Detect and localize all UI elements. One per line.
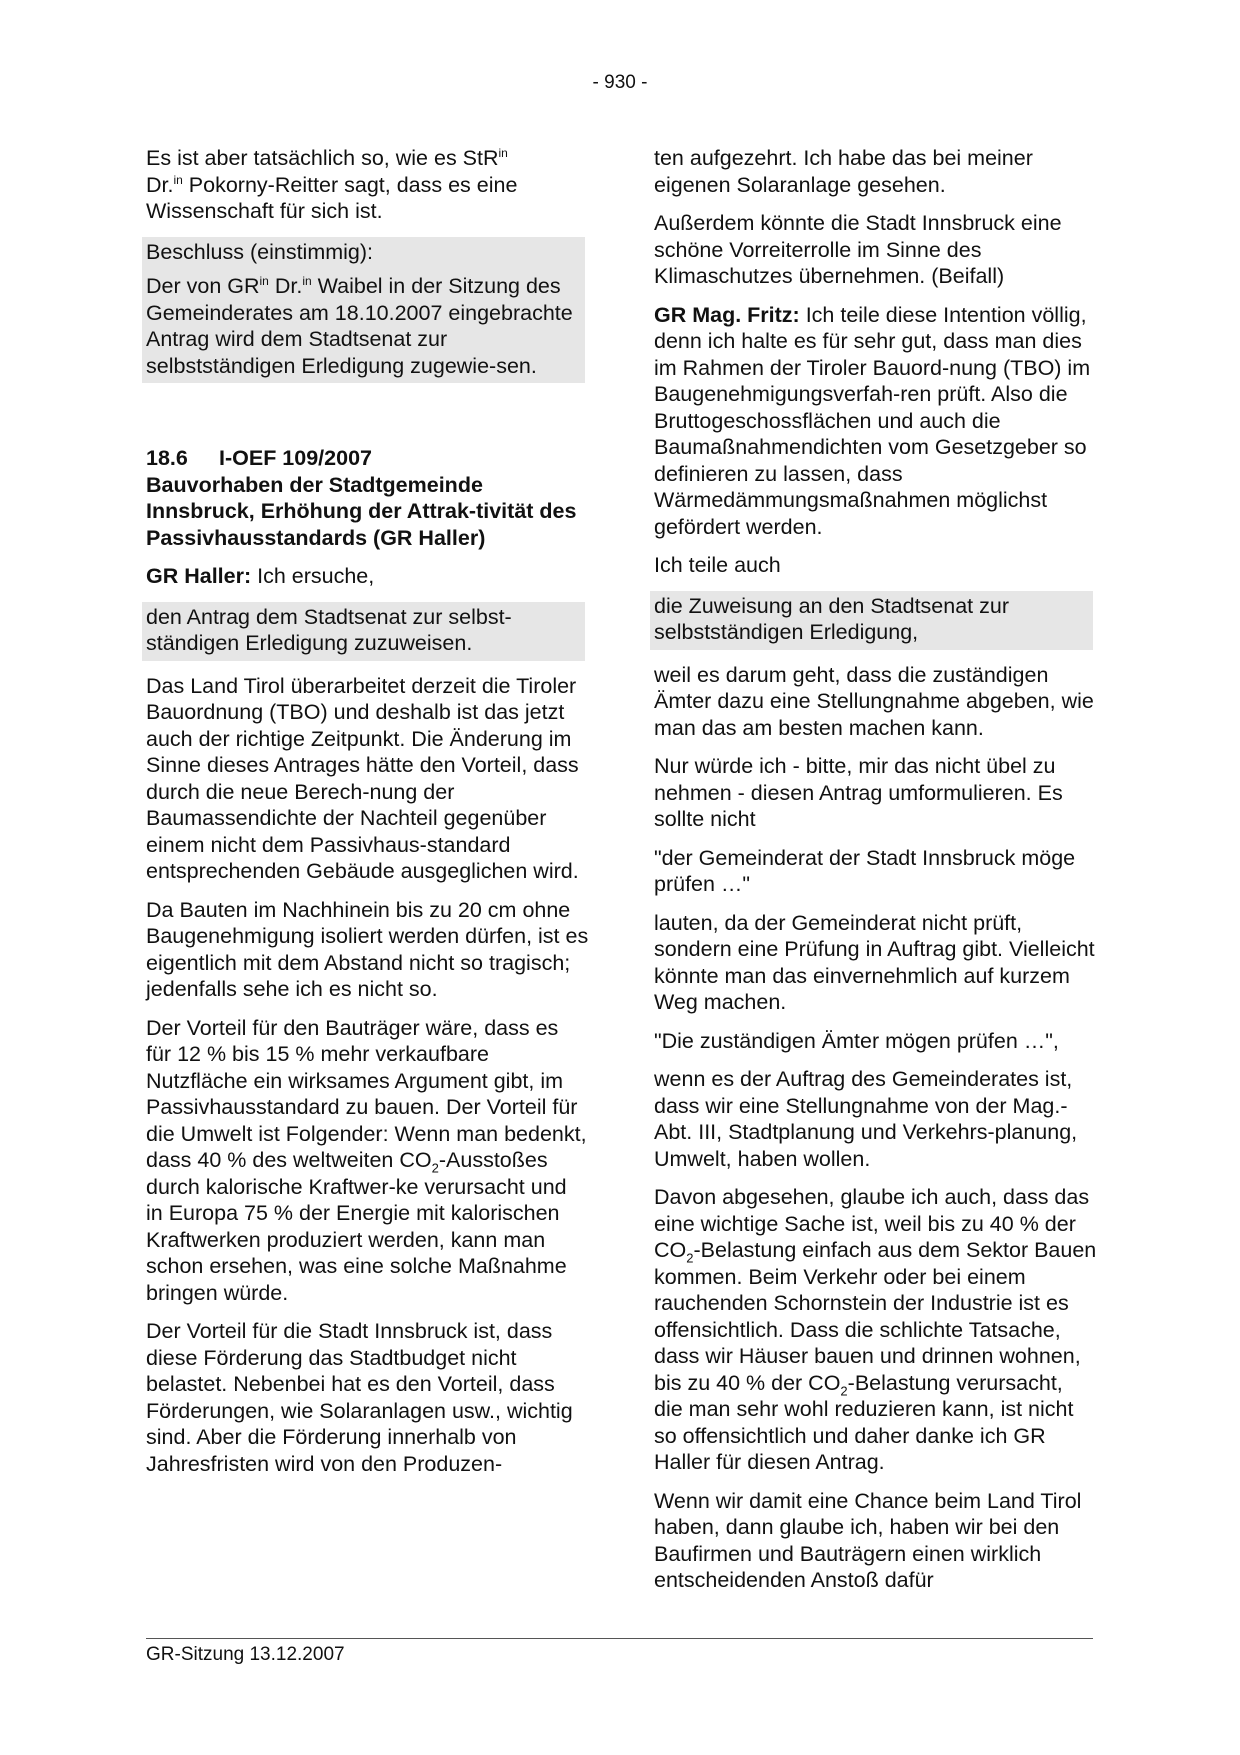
- paragraph-bauten: Da Bauten im Nachhinein bis zu 20 cm ohne Baugenehmigung isoliert werden dürfen, ist es eigentlich mit dem Abstand nicht so tragisch; jedenfalls sehe ich es nicht so.: [146, 897, 589, 1001]
- section-title: Bauvorhaben der Stadtgemeinde Innsbruck, Erhöhung der Attrak-tivität des Passivhausstandards (GR Haller): [146, 472, 577, 550]
- paragraph-wenn: wenn es der Auftrag des Gemeinderates ist, dass wir eine Stellungnahme von der Mag.-Abt. III, Stadtplanung und Verkehrs-planung, Umwelt, haben wollen.: [654, 1067, 1078, 1171]
- section-heading: [146, 445, 589, 472]
- resolution-label: Beschluss (einstimmig):: [146, 239, 373, 264]
- motion-text: den Antrag dem Stadtsenat zur selbst-ständigen Erledigung zuzuweisen.: [146, 604, 512, 655]
- quote-gemeinderat: "der Gemeinderat der Stadt Innsbruck möge prüfen …": [654, 845, 1076, 896]
- paragraph-teile: Ich teile auch: [654, 553, 781, 577]
- paragraph-continuation: ten aufgezehrt. Ich habe das bei meiner eigenen Solaranlage gesehen.: [654, 146, 1033, 197]
- left-column: [146, 145, 589, 1489]
- speaker-name: GR Mag. Fritz:: [654, 302, 800, 327]
- paragraph-davon: Davon abgesehen, glaube ich auch, dass das eine wichtige Sache ist, weil bis zu 40 % der $CO_2$-Belastung einfach aus dem Sektor Bauen kommen. Beim Verkehr oder bei einem rauchenden Schornstein der Industrie ist es offensichtlich. Dass die schlichte Tatsache, dass wir Häuser bauen und drinnen wohnen, bis zu 40 % der $CO_2$-Belastung verursacht, die man sehr wohl reduzieren kann, ist nicht so offensichtlich und daher danke ich GR Haller für diesen Antrag.: [654, 1185, 1097, 1474]
- right-column: [654, 145, 1097, 1606]
- paragraph-land: Das Land Tirol überarbeitet derzeit die Tiroler Bauordnung (TBO) und deshalb ist das jetzt auch der richtige Zeitpunkt. Die Änderung im Sinne dieses Antrages hätte den Vorteil, dass durch die neue Berech-nung der Baumassendichte der Nachteil gegenüber einem nicht dem Passivhaus-standard entsprechenden Gebäude ausgeglichen wird.: [146, 673, 579, 883]
- speaker-name: GR Haller:: [146, 564, 252, 588]
- section-code: I-OEF 109/2007: [219, 446, 372, 470]
- footer-divider: [146, 1638, 1093, 1639]
- paragraph-vorteil: Der Vorteil für den Bauträger wäre, dass es für 12 % bis 15 % mehr verkaufbare Nutzfläche ein wirksames Argument gibt, im Passivhausstandard zu bauen. Der Vorteil für die Umwelt ist Folgender: Wenn man bedenkt, dass 40 % des weltweiten $CO_2$-Ausstoßes durch kalorische Kraftwer-ke verursacht und in Europa 75 % der Energie mit kalorischen Kraftwerken produziert werden, kann man schon ersehen, was eine solche Maßnahme bringen würde.: [146, 1015, 587, 1305]
- motion-box: [142, 602, 585, 661]
- paragraph-fritz: GR Mag. Fritz: Ich teile diese Intention völlig, denn ich halte es für sehr gut, dass man dies im Rahmen der Tiroler Bauord-nung (TBO) im Baugenehmigungsverfah-ren prüft. Also die Bruttogeschossflächen und auch die Baumaßnahmendichten vom Gesetzgeber so definieren zu lassen, dass Wärmedämmungsmaßnahmen möglichst gefördert werden.: [654, 302, 1091, 539]
- paragraph-nur: Nur würde ich - bitte, mir das nicht übel zu nehmen - diesen Antrag umformulieren. Es sollte nicht: [654, 754, 1063, 831]
- resolution-text: Der von $GR^{in}$ Dr.$^{in}$ Waibel in der Sitzung des Gemeinderates am 18.10.2007 eingebrachte Antrag wird dem Stadtsenat zur selbstständigen Erledigung zugewie-sen.: [146, 273, 573, 378]
- assignment-text: die Zuweisung an den Stadtsenat zur selbstständigen Erledigung,: [654, 593, 1009, 644]
- paragraph-intro: Es ist aber tatsächlich so, wie es StR$^{in}$ Dr.$^{in}$ Pokorny-Reitter sagt, dass es eine Wissenschaft für sich ist.: [146, 145, 518, 223]
- page-number: - 930 -: [592, 72, 648, 93]
- paragraph-stadt: Der Vorteil für die Stadt Innsbruck ist, dass diese Förderung das Stadtbudget nicht belastet. Nebenbei hat es den Vorteil, dass Förderungen, wie Solaranlagen usw., wichtig sind. Aber die Förderung innerhalb von Jahresfristen wird von den Produzen-: [146, 1319, 573, 1476]
- assignment-box: [650, 591, 1093, 650]
- resolution-box: [142, 237, 585, 384]
- quote-aemter: "Die zuständigen Ämter mögen prüfen …",: [654, 1028, 1059, 1053]
- paragraph-weil: weil es darum geht, dass die zuständigen Ämter dazu eine Stellungnahme abgeben, wie man das am besten machen kann.: [654, 662, 1094, 740]
- footer-text: GR-Sitzung 13.12.2007: [146, 1644, 345, 1665]
- paragraph-chance: Wenn wir damit eine Chance beim Land Tirol haben, dann glaube ich, haben wir bei den Baufirmen und Bauträgern einen wirklich entscheidenden Anstoß dafür: [654, 1488, 1082, 1592]
- section-number: 18.6: [146, 446, 188, 470]
- paragraph-ausserdem: Außerdem könnte die Stadt Innsbruck eine schöne Vorreiterrolle im Sinne des Klimaschutzes übernehmen. (Beifall): [654, 211, 1062, 288]
- paragraph-haller: GR Haller: Ich ersuche,: [146, 564, 375, 588]
- paragraph-lauten: lauten, da der Gemeinderat nicht prüft, sondern eine Prüfung in Auftrag gibt. Vielleicht könnte man das einvernehmlich auf kurzem Weg machen.: [654, 910, 1095, 1014]
